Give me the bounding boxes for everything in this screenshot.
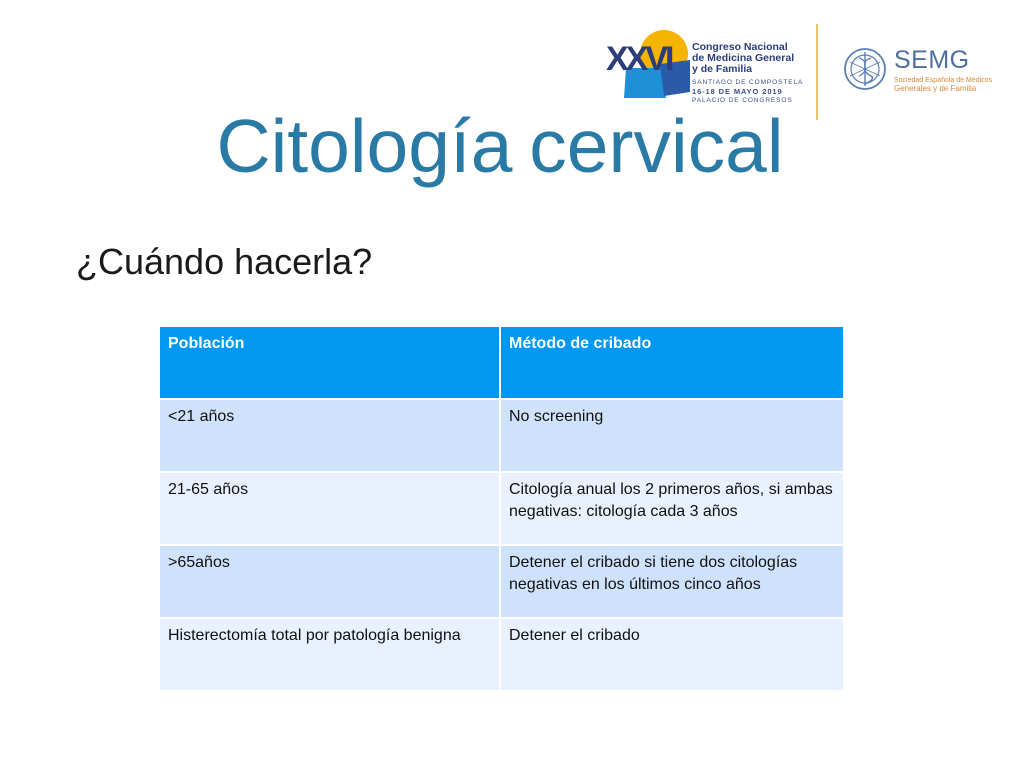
cell-metodo: Detener el cribado si tiene dos citologías negativas en los últimos cinco años xyxy=(501,546,843,619)
congreso-place: SANTIAGO DE COMPOSTELA xyxy=(692,79,804,86)
cell-poblacion: 21-65 años xyxy=(160,473,501,546)
header-metodo-cribado: Método de cribado xyxy=(501,327,843,400)
screening-table xyxy=(160,327,843,692)
cell-poblacion: >65años xyxy=(160,546,501,619)
congreso-line3: y de Familia xyxy=(692,63,753,75)
congreso-dates: 16-18 DE MAYO 2019 xyxy=(692,87,783,96)
table-row xyxy=(160,400,843,473)
cell-poblacion: Histerectomía total por patología benigna xyxy=(160,619,501,692)
congreso-logo-text xyxy=(692,42,804,105)
table-row xyxy=(160,546,843,619)
cell-metodo: Detener el cribado xyxy=(501,619,843,692)
semg-name: SEMG xyxy=(894,46,970,74)
table-row xyxy=(160,473,843,546)
cell-poblacion: <21 años xyxy=(160,400,501,473)
semg-emblem-icon xyxy=(842,46,888,92)
semg-logo xyxy=(842,46,993,102)
table-row xyxy=(160,619,843,692)
congreso-line2: de Medicina General xyxy=(692,52,795,64)
semg-subtitle-line1: Sociedad Española de Médicos xyxy=(894,77,993,84)
congreso-line1: Congreso Nacional xyxy=(692,41,788,53)
svg-text:XXVI: XXVI xyxy=(606,40,672,78)
header-poblacion: Población xyxy=(160,327,501,400)
cell-metodo: No screening xyxy=(501,400,843,473)
congreso-venue: PALACIO DE CONGRESOS xyxy=(692,97,793,104)
slide-title: Citología cervical xyxy=(216,104,784,188)
cell-metodo: Citología anual los 2 primeros años, si ambas negativas: citología cada 3 años xyxy=(501,473,843,546)
table-header-row xyxy=(160,327,843,400)
slide-subtitle: ¿Cuándo hacerla? xyxy=(76,241,373,282)
congreso-logo xyxy=(604,24,804,104)
semg-subtitle-line2: Generales y de Familia xyxy=(894,84,977,93)
